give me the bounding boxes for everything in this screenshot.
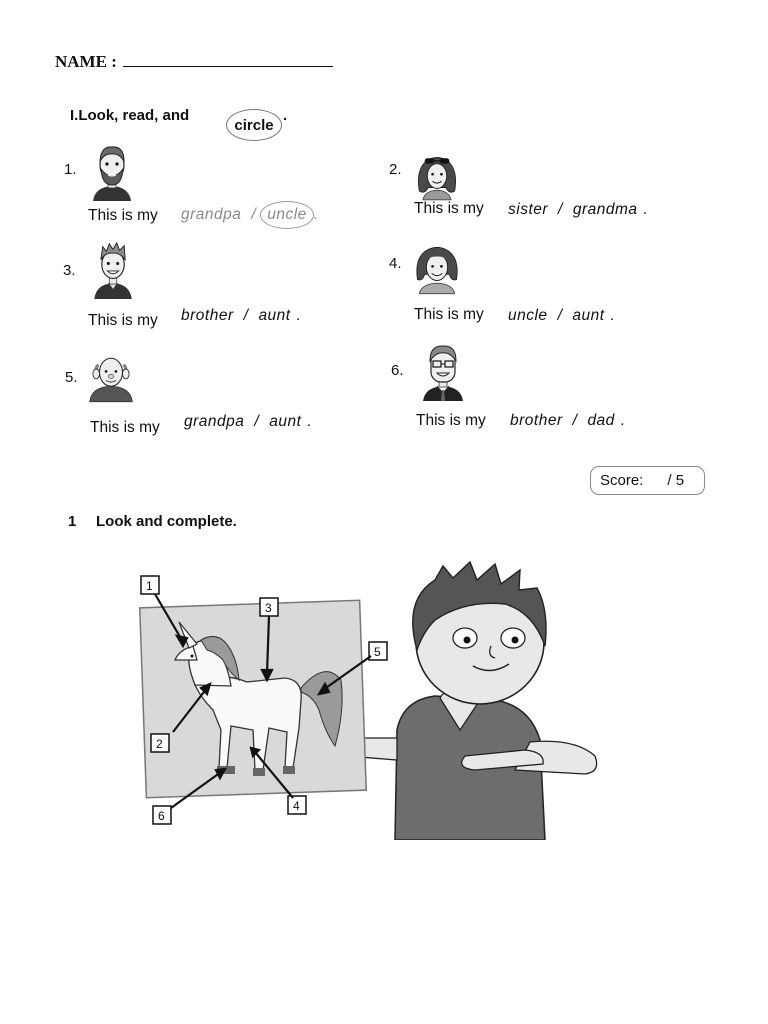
item-4-number: 4.: [389, 255, 402, 272]
item-3-option-b[interactable]: aunt: [258, 307, 291, 324]
item-4-end: .: [610, 307, 616, 324]
item-1-number: 1.: [64, 161, 77, 178]
woman-icon: [414, 240, 460, 298]
item-2-sentence: This is my: [414, 200, 484, 217]
boy-pointing-at-unicorn-picture: [135, 560, 605, 840]
man-with-glasses-icon: [420, 343, 466, 401]
slash-separator: /: [572, 412, 578, 429]
item-3-end: .: [296, 307, 302, 324]
slash-separator: /: [251, 206, 257, 223]
label-2: 2: [156, 737, 163, 751]
slash-separator: /: [557, 307, 563, 324]
item-6-option-a[interactable]: brother: [510, 412, 563, 429]
item-6-number: 6.: [391, 362, 404, 379]
name-field: [55, 52, 333, 72]
item-5-number: 5.: [65, 369, 78, 386]
score-label: Score:: [600, 472, 644, 489]
item-5-sentence: This is my: [90, 419, 160, 436]
item-1-end: .: [313, 206, 319, 223]
item-4-sentence: This is my: [414, 306, 484, 323]
item-3-choices: [181, 307, 301, 325]
young-man-icon: [90, 241, 136, 299]
item-5-end: .: [307, 413, 313, 430]
item-6-sentence: This is my: [416, 412, 486, 429]
girl-with-sunglasses-icon: [414, 147, 460, 205]
score-box: [590, 466, 705, 495]
item-1-sentence: This is my: [88, 207, 158, 224]
slash-separator: /: [254, 413, 260, 430]
section2-title: Look and complete.: [96, 513, 237, 530]
item-5-option-b[interactable]: aunt: [269, 413, 302, 430]
label-1: 1: [146, 579, 153, 593]
section1-instruction: I.Look, read, and: [70, 107, 190, 124]
instruction-period: .: [283, 107, 288, 124]
item-3-option-a[interactable]: brother: [181, 307, 234, 324]
item-4-option-b[interactable]: aunt: [572, 307, 605, 324]
slash-separator: /: [558, 201, 563, 218]
item-1-choices: [181, 201, 319, 229]
item-4-choices: [508, 307, 615, 325]
item-5-choices: [184, 413, 312, 431]
item-1-option-b[interactable]: uncle: [260, 201, 314, 229]
name-blank-line[interactable]: [123, 52, 333, 67]
item-2-choices: [508, 201, 648, 219]
item-1-option-a[interactable]: grandpa: [181, 206, 242, 223]
item-4-option-a[interactable]: uncle: [508, 307, 548, 324]
name-label: NAME :: [55, 52, 117, 71]
circle-word: circle: [226, 109, 282, 141]
label-4: 4: [293, 799, 300, 813]
label-6: 6: [158, 809, 165, 823]
item-3-sentence: This is my: [88, 312, 158, 329]
old-man-icon: [88, 349, 134, 407]
item-3-number: 3.: [63, 262, 76, 279]
item-2-end: .: [643, 201, 649, 218]
score-total: / 5: [667, 472, 685, 489]
item-2-number: 2.: [389, 161, 402, 178]
slash-separator: /: [243, 307, 249, 324]
section2-number: 1: [68, 513, 77, 530]
item-6-option-b[interactable]: dad: [587, 412, 615, 429]
label-3: 3: [265, 601, 272, 615]
label-5: 5: [374, 645, 381, 659]
item-6-choices: [510, 412, 626, 430]
item-2-option-a[interactable]: sister: [508, 201, 549, 218]
bearded-man-icon: [89, 143, 135, 201]
item-6-end: .: [620, 412, 626, 429]
item-5-option-a[interactable]: grandpa: [184, 413, 245, 430]
item-2-option-b[interactable]: grandma: [572, 201, 638, 218]
